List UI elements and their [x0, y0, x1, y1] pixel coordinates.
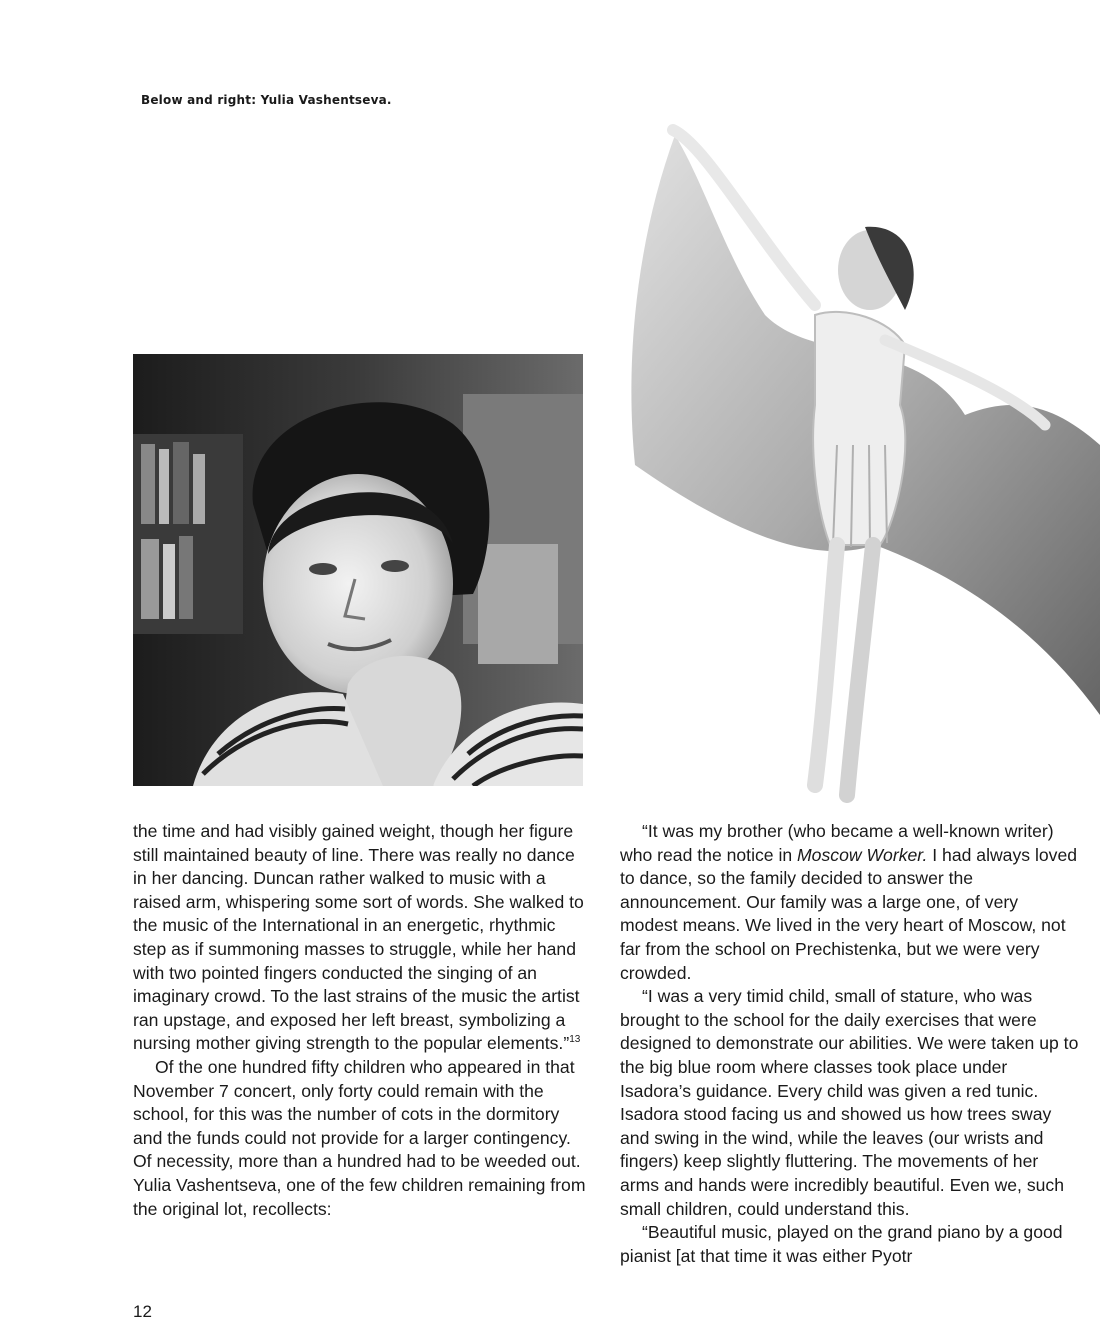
publication-title: Moscow Worker. [797, 844, 928, 865]
left-paragraph-2: Of the one hundred fifty children who appeared in that November 7 concert, only forty could remain with the school, for this was the number of cots in the dormitory and the funds could not provide for a larger contingency. Of necessity, more than a hundred had to be weeded out. Yulia Vashentseva, one of the few children remaining from the original lot, recollects: [133, 1056, 586, 1219]
left-text-column [133, 820, 593, 1221]
portrait-photo [133, 354, 583, 786]
right-paragraph-2: “I was a very timid child, small of stature, who was brought to the school for the daily exercises that were designed to demonstrate our abilities. We were taken up to the big blue room where classes took place under Isadora’s guidance. Every child was given a red tunic. Isadora stood facing us and showed us how trees sway and swing in the wind, while the leaves (our wrists and fingers) keep slightly fluttering. The movements of her arms and hands were incredibly beautiful. Even we, such small children, could understand this. [620, 986, 1079, 1219]
right-paragraph-3: “Beautiful music, played on the grand piano by a good pianist [at that time it was either Pyotr [620, 1222, 1063, 1266]
left-paragraph-1: the time and had visibly gained weight, though her figure still maintained beauty of line. There was really no dance in her dancing. Duncan rather walked to music with a raised arm, whispering some sort of words. She walked to the music of the International in an energetic, rhythmic step as if summoning masses to struggle, while her hand with two pointed fingers conducted the singing of an imaginary crowd. To the last strains of the music the artist ran upstage, and exposed her left breast, symbolizing a nursing mother giving strength to the popular elements.”$^{13}$ [133, 821, 584, 1054]
right-paragraph-1: “It was my brother (who became a well-known writer) who read the notice in Moscow Worker. I had always loved to dance, so the family decided to answer the announcement. Our family was a large one, of very modest means. We lived in the very heart of Moscow, not far from the school on Prechistenka, but we were very crowded. [620, 821, 1078, 983]
page-number: 12 [133, 1302, 152, 1321]
photo-caption: Below and right: Yulia Vashentseva. [141, 93, 392, 107]
right-text-column [620, 820, 1080, 1268]
footnote-ref: 13 [569, 1034, 581, 1046]
dancer-photo [615, 105, 1100, 810]
